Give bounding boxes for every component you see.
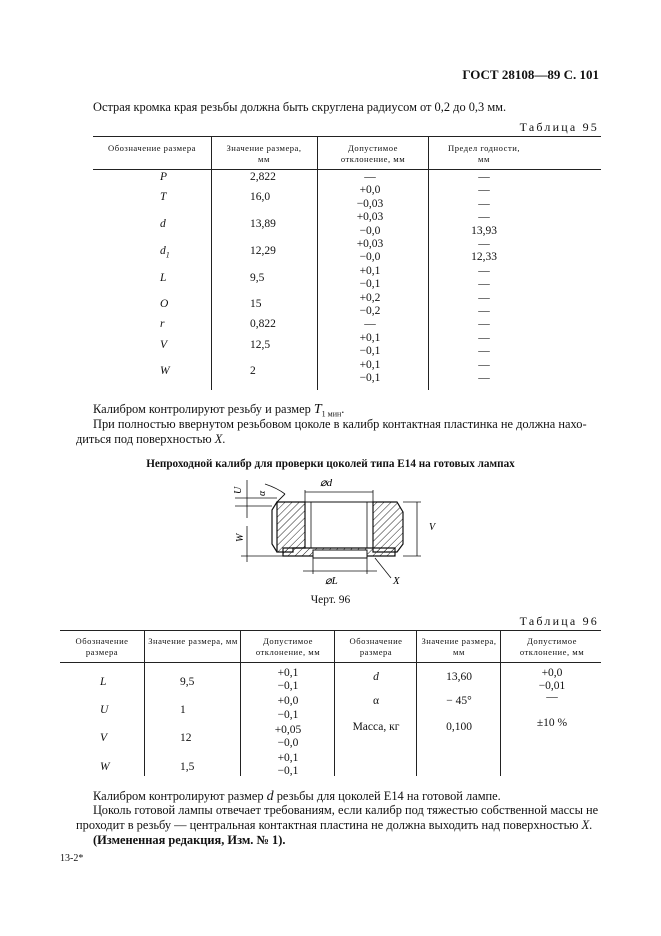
table-96-deviation-left: −0,0 [277, 737, 299, 749]
paragraph-gauge-check-text: Калибром контролируют резьбу и размер [93, 402, 314, 416]
label-l: ⌀L [325, 575, 338, 587]
table-95-value: 12,29 [250, 244, 276, 257]
table-96-header-symbol-right: Обозначение размера [349, 636, 403, 657]
table-96-deviation-right: ±10 % [536, 717, 568, 729]
table-95-limit: — [478, 305, 490, 317]
table-95-symbol: W [160, 365, 170, 378]
table-95-deviation: +0,03 [356, 238, 384, 250]
table-96-deviation-left: +0,0 [277, 695, 299, 708]
table-95-header-deviation: Допустимое отклонение, мм [340, 143, 406, 164]
table-96-symbol-left: V [100, 732, 108, 745]
label-v: V [429, 522, 436, 533]
table-95-limit: — [478, 238, 490, 250]
table-95-deviation: −0,1 [359, 278, 381, 291]
paragraph-contact-line1: При полностью ввернутом резьбовом цоколе в калибр контактная пластинка не должна нахо- [93, 417, 587, 431]
surface-symbol: X [214, 432, 223, 446]
paragraph-thread-check-end: резьбы для цоколей Е14 на готовой лампе. [273, 789, 501, 803]
thread-symbol: d [266, 789, 274, 804]
table-95-value: 0,822 [250, 318, 276, 331]
table-95-value: 12,5 [250, 338, 271, 351]
table-95-deviation: −0,03 [356, 197, 384, 210]
table-95-limit: — [478, 372, 490, 384]
table-96-caption: Таблица 96 [519, 614, 599, 628]
table-95-header-rule [93, 169, 601, 170]
table-96-symbol-right: Масса, кг [352, 721, 400, 733]
table-95-symbol: $d_1$ [160, 244, 170, 259]
table-95-deviation: +0,2 [359, 291, 381, 304]
table-96-header-rule [60, 662, 601, 663]
table-95-deviation: −0,0 [359, 251, 381, 264]
paragraph-requirement-line1: Цоколь готовой лампы отвечает требованиям, если калибр под тяжестью собственной массы не [93, 803, 599, 817]
table-96-deviation-right: −0,01 [538, 680, 566, 693]
paragraph-requirement-line2-text: проходит в резьбу — центральная контактная пластина не должна выходить над поверхностью [76, 818, 582, 832]
table-96-vline-3 [334, 630, 335, 776]
table-96-deviation-left: +0,1 [277, 667, 299, 679]
table-96-deviation-left: +0,05 [274, 723, 302, 736]
table-95-limit: 13,93 [471, 224, 497, 237]
table-96-value-left: 1 [180, 704, 186, 716]
table-96-vline-2 [240, 630, 241, 776]
table-96-vline-5 [500, 630, 501, 776]
table-96-deviation-left: +0,1 [277, 751, 299, 764]
paragraph-contact-line2-end: . [222, 432, 226, 446]
table-95-limit: — [478, 345, 490, 358]
page-footer: 13-2* [60, 853, 84, 864]
table-95-header-limit: Предел годности, мм [448, 143, 520, 164]
table-95-symbol: P [160, 171, 168, 183]
table-96-value-right: 0,100 [446, 721, 472, 733]
table-96-vline-1 [144, 630, 145, 776]
table-95-deviation: +0,03 [356, 211, 384, 224]
table-95-deviation: +0,1 [359, 358, 381, 371]
table-95-value: 13,89 [250, 217, 276, 230]
table-95-value: 16,0 [250, 191, 271, 204]
table-95-vline-1 [211, 136, 212, 390]
table-95-caption: Таблица 95 [519, 120, 599, 134]
table-95-limit: — [478, 197, 490, 210]
label-alpha: α [257, 490, 268, 496]
table-95-limit: — [478, 264, 490, 277]
table-96-deviation-right: — [546, 691, 558, 703]
paragraph-requirement-line2-end: . [589, 818, 593, 832]
table-96-top-rule [60, 630, 601, 631]
size-symbol: T [313, 402, 322, 417]
table-95-limit: — [478, 318, 490, 331]
table-96-header-value-left: Значение размера, мм [148, 636, 238, 646]
table-96-value-left: 1,5 [180, 760, 195, 773]
table-95-limit: — [478, 171, 490, 183]
table-96-header-symbol-left: Обозначение размера [75, 636, 129, 657]
table-95-deviation: +0,1 [359, 264, 381, 277]
label-w: W [235, 533, 246, 542]
table-96-value-right: 13,60 [446, 671, 472, 683]
figure-title: Непроходной калибр для проверки цоколей типа Е14 на готовых лампах [146, 458, 515, 470]
table-95-deviation: — [364, 318, 376, 331]
table-96-value-left: 9,5 [180, 675, 195, 688]
table-95-deviation: −0,1 [359, 345, 381, 358]
table-95-symbol: O [160, 298, 169, 311]
table-96-header-deviation-left: Допустимое отклонение, мм [255, 636, 321, 657]
table-95-value: 15 [250, 298, 262, 311]
paragraph-contact-line2-text: диться под поверхностью [76, 432, 215, 446]
table-96-header-value-right: Значение размера, мм [421, 636, 497, 657]
table-95-deviation: — [364, 171, 376, 183]
gauge-drawing [225, 470, 445, 588]
table-95-symbol-subscript: 1 [165, 249, 170, 259]
table-95-limit: — [478, 278, 490, 291]
table-96-symbol-right: α [372, 695, 380, 707]
label-u: U [233, 486, 244, 494]
table-95-deviation: +0,0 [359, 184, 381, 197]
table-95-symbol: d [160, 217, 166, 230]
page-header: ГОСТ 28108—89 С. 101 [462, 67, 599, 82]
size-subscript: 1 мин [321, 409, 342, 419]
paragraph-requirement-line2 [76, 817, 592, 833]
label-x: X [393, 575, 400, 587]
table-96-symbol-left: W [100, 760, 110, 773]
table-95-deviation: +0,1 [359, 331, 381, 344]
table-95-limit: — [478, 184, 490, 197]
table-95-top-rule [93, 136, 601, 137]
edit-note: (Измененная редакция, Изм. № 1). [93, 833, 286, 847]
table-96-symbol-left: L [100, 675, 107, 688]
table-95-value: 9,5 [250, 271, 265, 284]
paragraph-thread-check-text: Калибром контролируют размер [93, 789, 267, 803]
label-d: ⌀d [320, 477, 333, 489]
table-95-limit: — [478, 291, 490, 304]
paragraph-gauge-check-end: . [341, 402, 345, 416]
table-96-symbol-left: U [100, 704, 109, 716]
figure-caption: Черт. 96 [310, 594, 351, 606]
table-95-limit: — [478, 211, 490, 224]
table-95-vline-2 [317, 136, 318, 390]
table-95-symbol: r [160, 318, 165, 331]
table-95-deviation: −0,1 [359, 372, 381, 384]
table-96-value-right: − 45° [446, 695, 472, 707]
gauge-cross-section [272, 494, 403, 558]
table-95-value: 2 [250, 365, 256, 378]
table-95-symbol: V [160, 338, 168, 351]
surface-symbol-2: X [581, 818, 590, 832]
table-95-limit: — [478, 331, 490, 344]
table-95-symbol: T [160, 191, 167, 204]
table-96-deviation-left: −0,1 [277, 765, 299, 778]
table-96-deviation-right: +0,0 [541, 667, 563, 679]
table-95-header-symbol: Обозначение размера [108, 143, 196, 153]
table-96-symbol-right: d [373, 671, 379, 683]
table-95-symbol: L [160, 271, 167, 284]
table-95-value: 2,822 [250, 171, 276, 183]
intro-paragraph: Острая кромка края резьбы должна быть скруглена радиусом от 0,2 до 0,3 мм. [93, 100, 507, 114]
table-95-limit: — [478, 358, 490, 371]
table-95-header-value: Значение размера, мм [226, 143, 302, 164]
table-96-deviation-left: −0,1 [277, 708, 299, 721]
table-95-vline-3 [428, 136, 429, 390]
paragraph-contact-line2 [76, 431, 225, 447]
table-95-deviation: −0,2 [359, 305, 381, 317]
table-95-deviation: −0,0 [359, 224, 381, 237]
table-96-value-left: 12 [180, 732, 192, 745]
table-95-limit: 12,33 [471, 251, 497, 264]
table-96-header-deviation-right: Допустимое отклонение, мм [519, 636, 585, 657]
table-96-vline-4 [416, 630, 417, 776]
table-96-deviation-left: −0,1 [277, 680, 299, 693]
